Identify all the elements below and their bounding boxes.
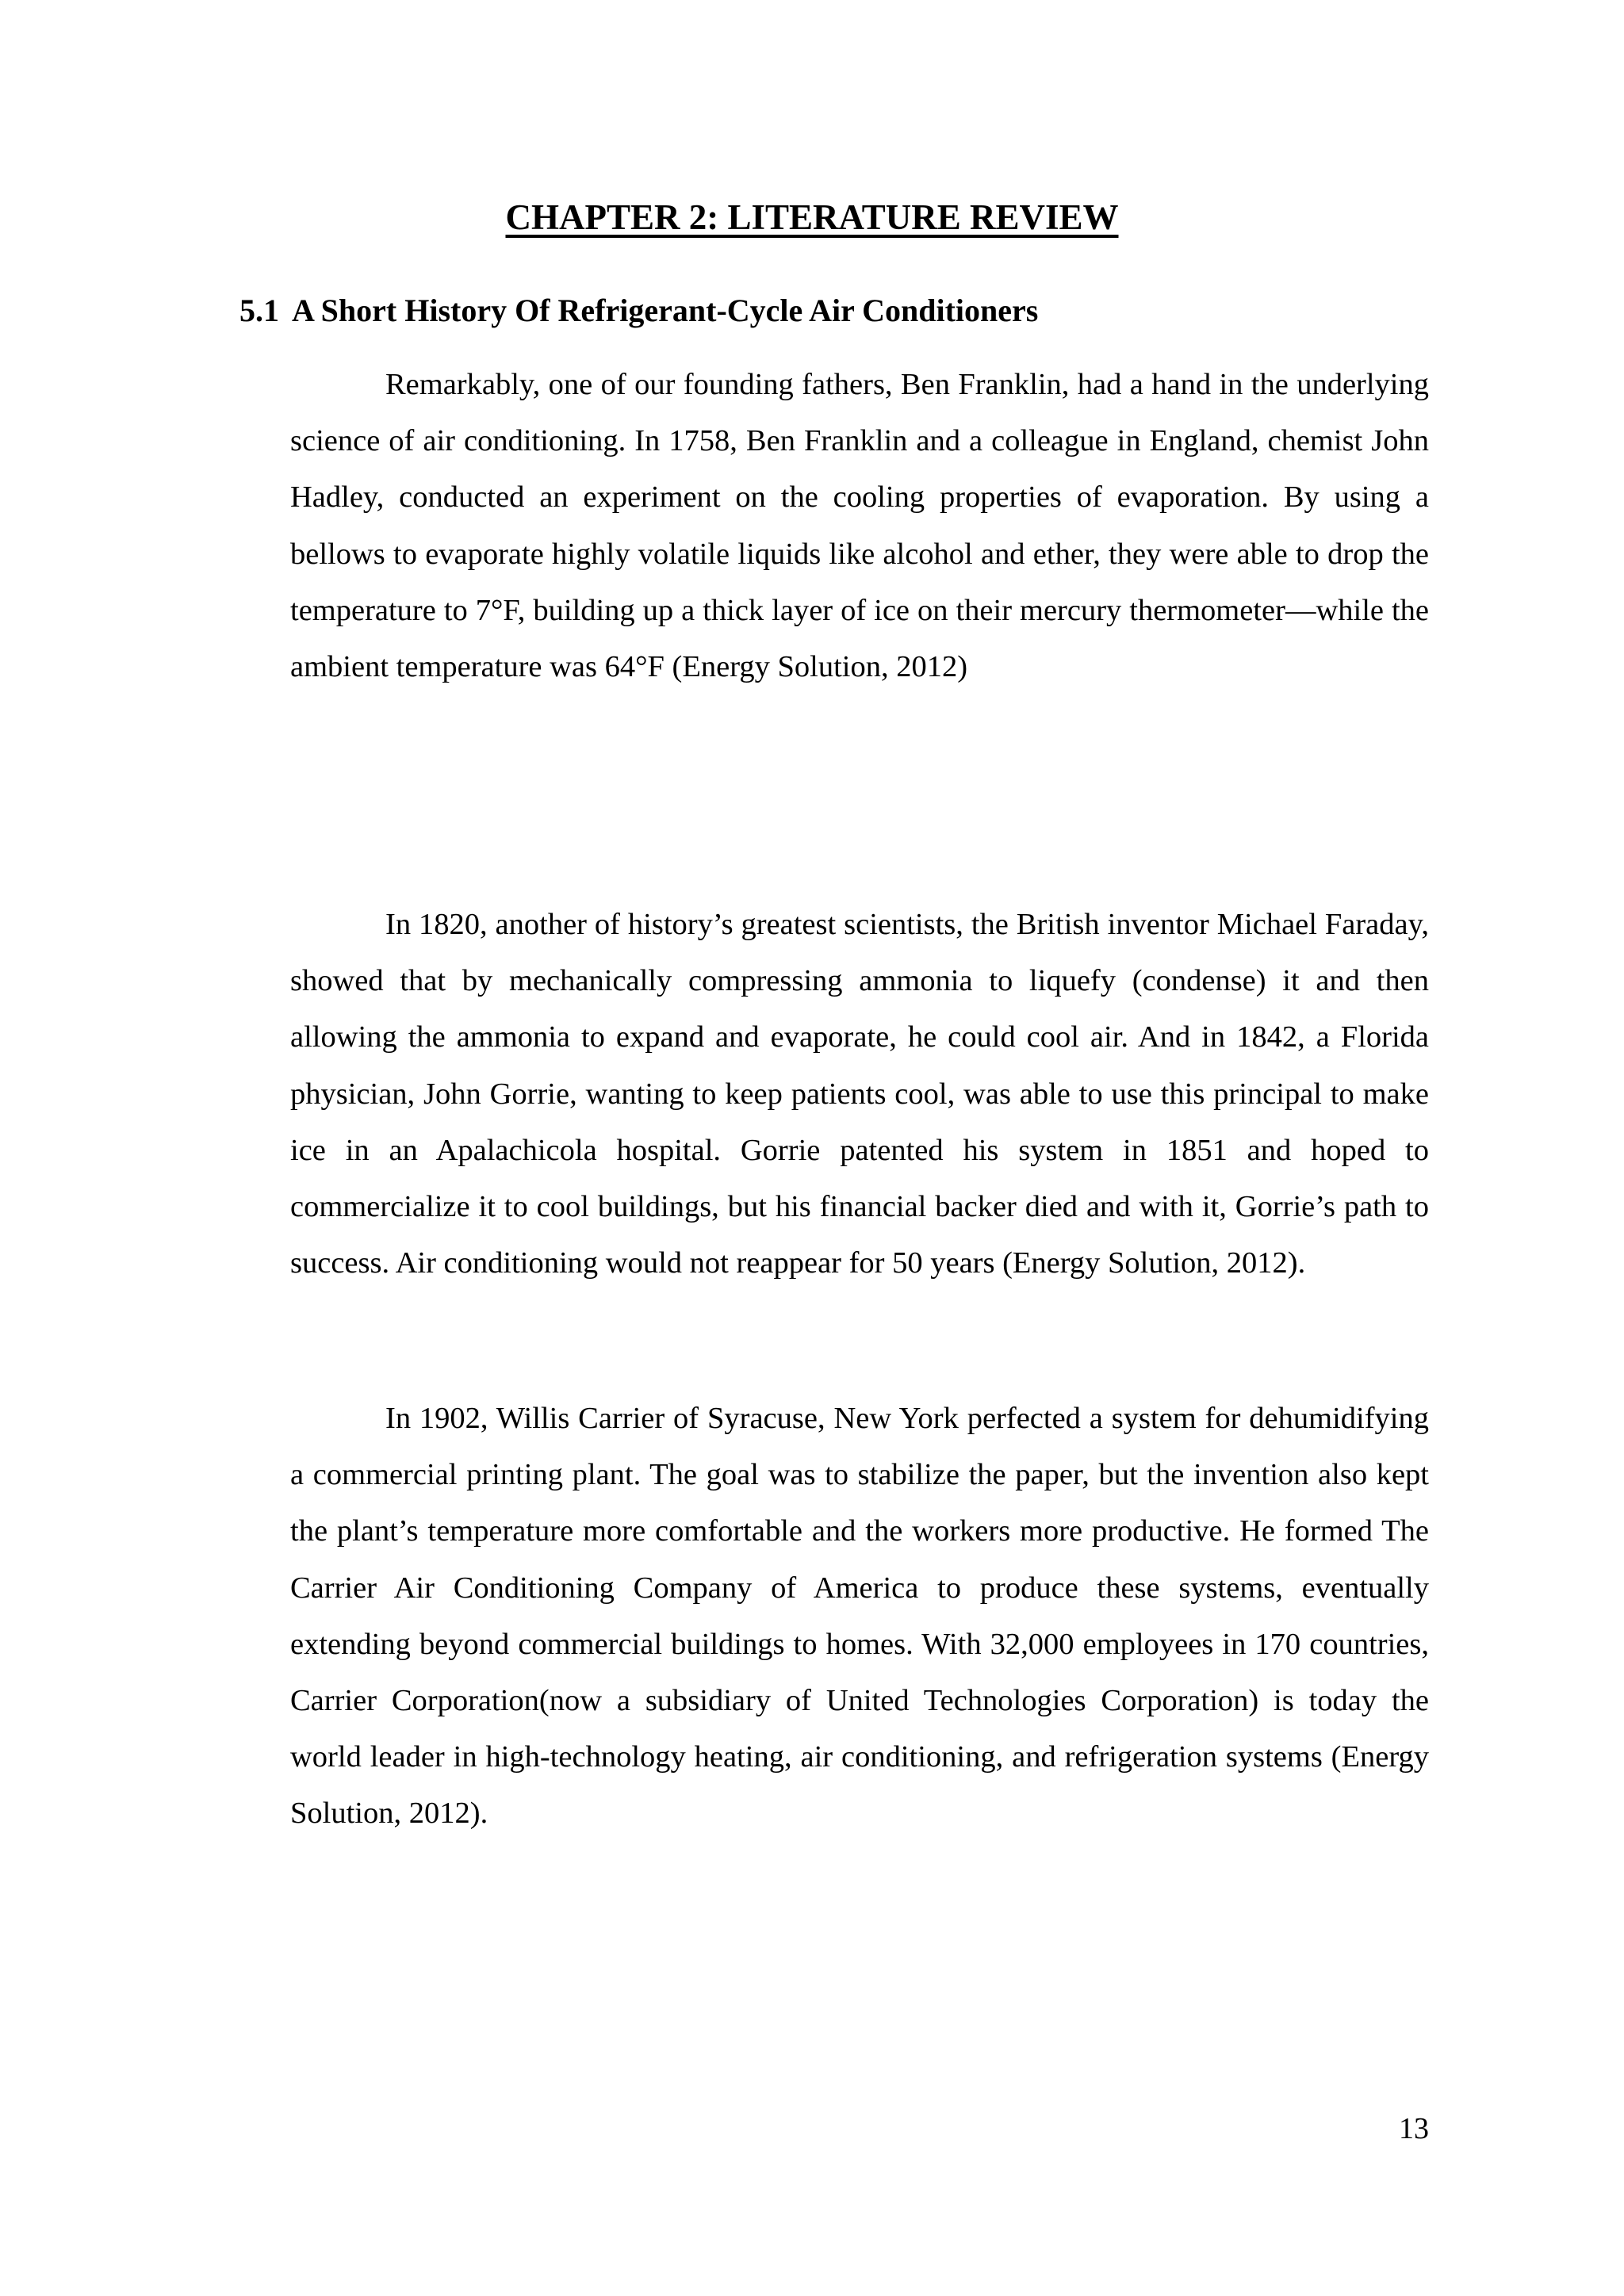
page-number: 13 [1399,2112,1429,2145]
section-title: A Short History Of Refrigerant-Cycle Air Conditioners [292,293,1039,328]
paragraph-carrier: In 1902, Willis Carrier of Syracuse, New York perfected a system for dehumidifying a commercial printing plant. The goal was to stabilize the paper, but the invention also kept the plant’s temperature more comfortable and the workers more productive. He formed The Carrier Air Conditioning Company of America to produce these systems, eventually extending beyond commercial buildings to homes. With 32,000 employees in 170 countries, Carrier Corporation(now a subsidiary of United Technologies Corporation) is today the world leader in high-technology heating, air conditioning, and refrigeration systems (Energy Solution, 2012). [290,1402,1429,1831]
paragraph-faraday: In 1820, another of history’s greatest scientists, the British inventor Michael Faraday, showed that by mechanically compressing ammonia to liquefy (condense) it and then allowing the ammonia to expand and evaporate, he could cool air. And in 1842, a Florida physician, John Gorrie, wanting to keep patients cool, was able to use this principal to make ice in an Apalachicola hospital. Gorrie patented his system in 1851 and hoped to commercialize it to cool buildings, but his financial backer died and with it, Gorrie’s path to success. Air conditioning would not reappear for 50 years (Energy Solution, 2012). [290,908,1429,1280]
chapter-title: CHAPTER 2: LITERATURE REVIEW [505,197,1119,237]
section-number: 5.1 [239,293,279,328]
section-heading [239,290,1038,331]
paragraph-franklin: Remarkably, one of our founding fathers, Ben Franklin, had a hand in the underlying science of air conditioning. In 1758, Ben Franklin and a colleague in England, chemist John Hadley, conducted an experiment on the cooling properties of evaporation. By using a bellows to evaporate highly volatile liquids like alcohol and ether, they were able to drop the temperature to 7°F, building up a thick layer of ice on their mercury thermometer—while the ambient temperature was 64°F (Energy Solution, 2012) [290,368,1429,684]
